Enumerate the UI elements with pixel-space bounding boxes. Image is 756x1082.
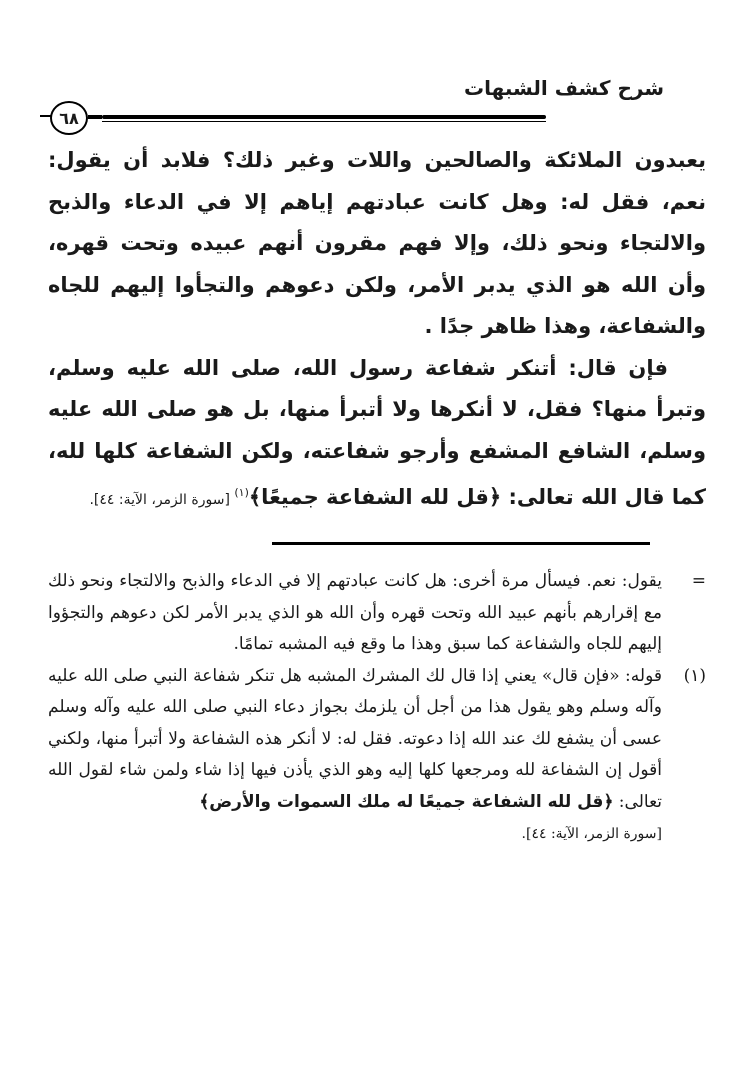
header-rule bbox=[102, 115, 546, 119]
running-head: شرح كشف الشبهات bbox=[464, 76, 664, 100]
footnote-1-text: قوله: «فإن قال» يعني إذا قال لك المشرك المشبه هل تنكر شفاعة النبي صلى الله عليه وآله وسلم وهو يقول هذا من أجل أن يلزمك بجواز دعاء النبي صلى الله عليه وآله وسلم عسى أن يشفع لك عند الله إذا دعوته. فقل له: لا أنكر هذه الشفاعة ولا أتبرأ منها، ولكني أقول إن الشفاعة لله ومرجعها كلها إليه وهو الذي يأذن فيها إذا شاء ولمن شاء لقول الله تعالى: bbox=[48, 665, 662, 812]
footnote-separator bbox=[272, 542, 650, 545]
main-paragraph-1: يعبدون الملائكة والصالحين واللات وغير ذلك؟ فلابد أن يقول: نعم، فقل له: وهل كانت عبادتهم إياهم إلا في الدعاء والذبح والالتجاء ونحو ذلك، وإلا فهم مقرون أنهم عبيده وتحت قهره، وأن الله هو الذي يدبر الأمر، ولكن دعوهم والتجأوا إليهم للجاه والشفاعة، وهذا ظاهر جدًا . bbox=[48, 148, 706, 338]
footnote-1-body bbox=[48, 661, 662, 851]
continuation-mark: = bbox=[691, 571, 706, 591]
main-paragraph-2 bbox=[48, 348, 706, 522]
footnote-quran-quote: ﴿قل لله الشفاعة جميعًا له ملك السموات والأرض﴾ bbox=[199, 791, 614, 812]
footnote-number: (١) bbox=[683, 665, 706, 686]
quran-quote: ﴿قل لله الشفاعة جميعًا﴾ bbox=[248, 485, 502, 509]
page-number-ornament-right bbox=[88, 115, 102, 119]
footnotes bbox=[48, 566, 706, 851]
footnote-continued bbox=[48, 566, 706, 661]
footnote-continued-text: يقول: نعم. فيسأل مرة أخرى: هل كانت عبادتهم إلا في الدعاء والذبح والالتجاء ونحو ذلك مع إقرارهم بأنهم عبيد الله وتحت قهره وأن الله هو الذي يدبر الأمر لكن دعوهم والتجؤوا إليهم للجاه والشفاعة كما سبق وهذا ما وقع فيه المشبه تمامًا. bbox=[48, 571, 662, 654]
main-text bbox=[48, 140, 706, 522]
footnote-1 bbox=[48, 661, 706, 851]
surah-reference: [سورة الزمر، الآية: ٤٤]. bbox=[89, 492, 235, 508]
footnote-marker: (١) bbox=[234, 486, 249, 499]
main-paragraph-2-text: فإن قال: أتنكر شفاعة رسول الله، صلى الله عليه وسلم، وتبرأ منها؟ فقل، لا أنكرها ولا أتبرأ منها، بل هو صلى الله عليه وسلم، الشافع المشفع وأرجو شفاعته، ولكن الشفاعة كلها لله، كما قال الله تعالى: bbox=[48, 355, 706, 509]
page-number: ٦٨ bbox=[50, 101, 88, 135]
header-rule-thin bbox=[102, 121, 546, 122]
footnote-surah-reference: [سورة الزمر، الآية: ٤٤]. bbox=[521, 826, 662, 842]
